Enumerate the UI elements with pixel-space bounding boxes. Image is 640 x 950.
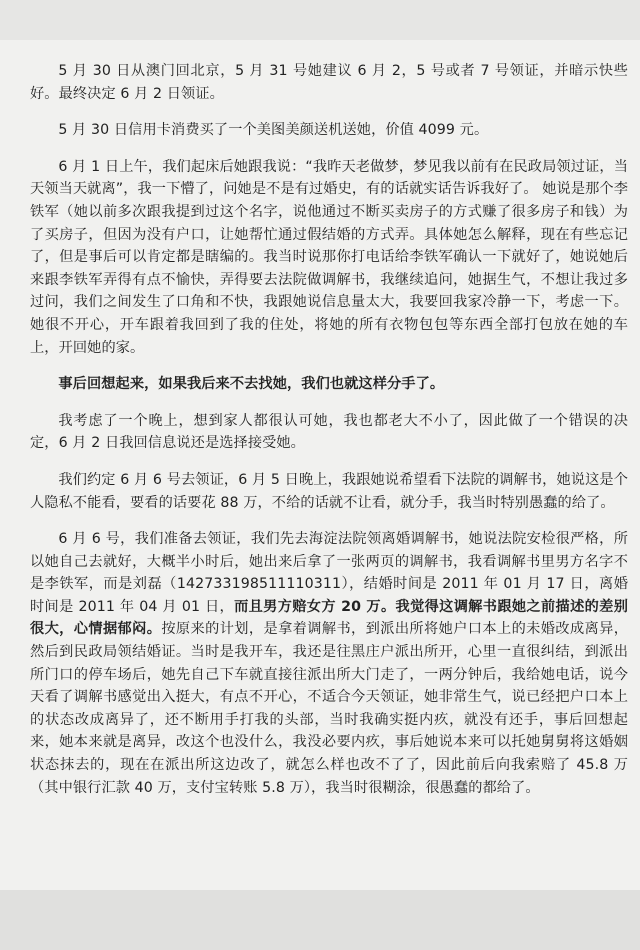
paragraph-7-bold-text: 而且男方赔女方 20 万。我觉得这调解书跟她之前描述的差别很大，心情据郁闷。 (30, 598, 629, 638)
paragraph-3-text: 6 月 1 日上午，我们起床后她跟我说：“我昨天老做梦，梦见我以前有在民政局领过证，当天领当天就离”，我一下懵了，问她是不是有过婚史，有的话就实话告诉我好了。 她说是那个李铁军（她以前多次跟我提到过这个名字，说他通过不断买卖房子的方式赚了很多房子和钱）为了买房子，但因为没有户口，让她帮忙通过假结婚的方式弄。具体她怎么解释，现在有些忘记了，但是事后可以肯定都是瞎编的。我当时说那你打电话给李铁军确认一下就好了，她说她后来跟李铁军弄得有点不愉快，弄得要去法院做调解书，我继续追问，她据生气，不想让我过多过问，我们之间发生了口角和不快，我跟她说信息量太大，我要回我家冷静一下，考虑一下。她很不开心，开车跟着我回到了我的住处，将她的所有衣物包包等东西全部打包放在她的车上，开回她的家。 (30, 158, 628, 356)
paragraph-2 (30, 119, 628, 142)
paragraph-4-bold-text: 事后回想起来，如果我后来不去找她，我们也就这样分手了。 (58, 376, 445, 393)
paragraph-7-text-b: 按原来的计划，是拿着调解书，到派出所将她户口本上的未婚改成离异，然后到民政局领结婚证。当时是我开车，我还是往黑庄户派出所开，心里一直很纠结，到派出所门口的停车场后，她先自己下车就直接往派出所大门走了，一两分钟后，我给她电话，说今天看了调解书感觉出入挺大，有点不开心，不适合今天领证，她非常生气，说已经把户口本上的状态改成离异了，还不断用手打我的头部，当时我确实挺内疚，就没有还手，事后回想起来，她本来就是离异，改这个也没什么，我没必要内疚，事后她说本来可以托她舅舅将这婚姻状态抹去的，现在在派出所这边改了，就怎么样也改不了了，因此前后向我索赔了 45.8 万（其中银行汇款 40 万，支付宝转账 5.8 万），我当时很糊涂，很愚蠢的都给了。 (30, 621, 629, 796)
document-page (0, 40, 640, 890)
paragraph-4 (30, 373, 628, 396)
paragraph-1-text: 5 月 30 日从澳门回北京，5 月 31 号她建议 6 月 2，5 号或者 7 号领证，并暗示快些好。最终决定 6 月 2 日领证。 (30, 63, 628, 102)
paragraph-5 (30, 410, 628, 455)
paragraph-2-text: 5 月 30 日信用卡消费买了一个美图美颜送机送她，价值 4099 元。 (58, 122, 489, 139)
paragraph-7 (30, 528, 628, 799)
page-background-bottom (0, 890, 640, 950)
document-body (30, 60, 628, 813)
paragraph-6-text: 我们约定 6 月 6 号去领证，6 月 5 日晚上，我跟她说希望看下法院的调解书，她说这是个人隐私不能看，要看的话要花 88 万，不给的话就不让看，就分手，我当时特别愚蠢的给了。 (30, 471, 628, 511)
paragraph-3 (30, 156, 628, 359)
paragraph-5-text: 我考虑了一个晚上，想到家人都很认可她，我也都老大不小了，因此做了一个错误的决定，6 月 2 日我回信息说还是选择接受她。 (30, 412, 628, 452)
paragraph-7-text-a: 6 月 6 号，我们准备去领证，我们先去海淀法院领离婚调解书，她说法院安检很严格，所以她自己去就好，大概半小时后，她出来后拿了一张两页的调解书，我看调解书里男方名字不是李铁军，而是刘磊（142733198511110311），结婚时间是 2011 年 01 月 17 日，离婚时间是 2011 年 04 月 01 日， (30, 531, 628, 615)
paragraph-1 (30, 60, 628, 105)
paragraph-6 (30, 469, 628, 514)
